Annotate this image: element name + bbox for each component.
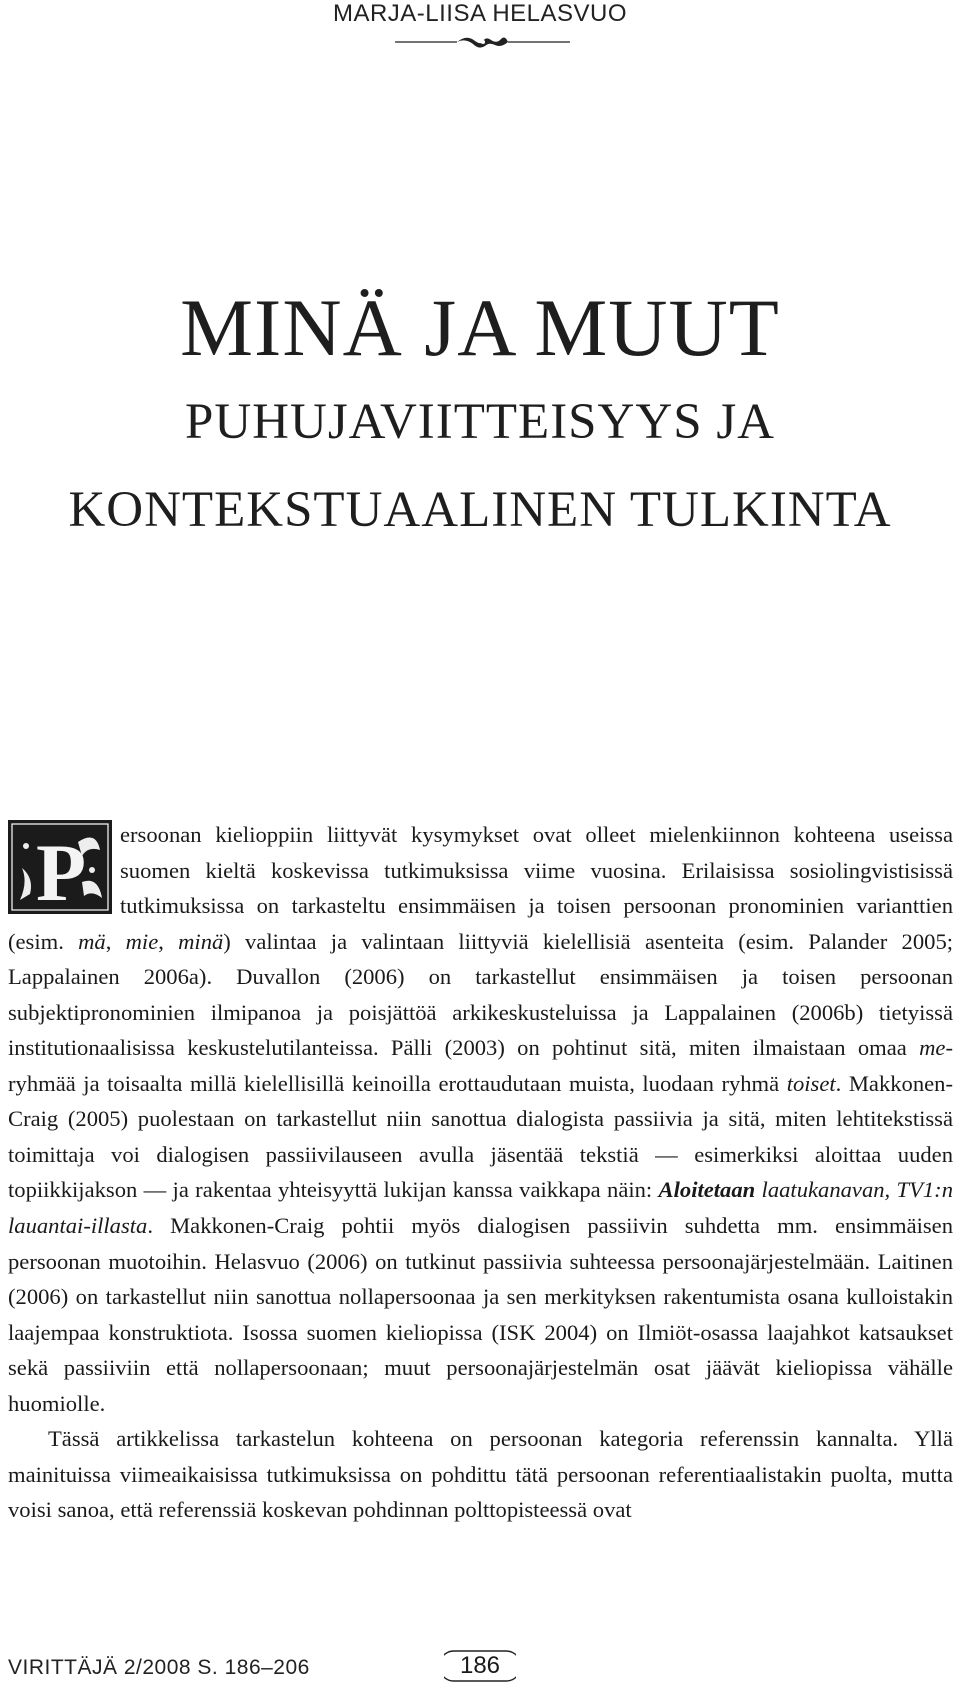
article-body	[8, 817, 953, 1528]
article-subtitle-line-2: KONTEKSTUAALINEN TULKINTA	[68, 482, 892, 538]
ornament-divider	[395, 32, 570, 52]
paragraph-2: Tässä artikkelissa tarkastelun kohteena on persoonan kategoria referenssin kannalta. Yllä mainituissa viimeaikaisissa tutkimuksissa on pohdittu tätä persoonan referentiaalistakin puolta, mutta voisi sanoa, että referenssiä koskevan pohdinnan polttopisteessä ovat	[8, 1426, 953, 1523]
article-subtitle-line-1: PUHUJAVIITTEISYYS JA	[184, 394, 775, 450]
running-header-author: MARJA-LIISA HELASVUO	[332, 0, 628, 27]
svg-text:P: P	[36, 827, 87, 914]
paragraph-1: ersoonan kielioppiin liittyvät kysymykset ovat olleet mielenkiinnon kohteena useissa suomen kieltä koskevissa tutkimuksissa viime vuosina. Erilaisissa sosiolingvistisissä tutkimuksissa on tarkasteltu ensimmäisen ja toisen persoonan pronominien varianttien (esim. mä, mie, minä) valintaa ja valintaan liittyviä kielellisiä asenteita (esim. Palander 2005; Lappalainen 2006a). Duvallon (2006) on tarkastellut ensimmäisen ja toisen persoonan subjektipronominien ilmipanoa ja poisjättöä arkikeskusteluissa ja Lappalainen (2006b) tietyissä institutionaalisissa keskustelutilanteissa. Pälli (2003) on pohtinut sitä, miten ilmaistaan omaa me-ryhmää ja toisaalta millä kielellisillä keinoilla erottaudutaan muista, luodaan ryhmä toiset. Makkonen-Craig (2005) puolestaan on tarkastellut niin sanottua dialogista passiivia ja sitä, miten lehtitekstissä toimittaja voi dialogisen passiivilauseen avulla jäsentää tekstiä — esimerkiksi aloittaa uuden topiikkijakson — ja rakentaa yhteisyyttä lukijan kanssa vaikkapa näin: Aloitetaan laatukanavan, TV1:n lauantai-illasta. Makkonen-Craig pohtii myös dialogisen passiivin suhdetta mm. ensimmäisen persoonan muotoihin. Helasvuo (2006) on tutkinut passiivia suhteessa persoonajärjestelmään. Laitinen (2006) on tarkastellut niin sanottua nollapersoonaa ja sen merkityksen rakentumista osana kulloistakin laajempaa konstruktiota. Isossa suomen kieliopissa (ISK 2004) on Ilmiöt-osassa laajahkot katsaukset sekä passiiviin että nollapersoonaan; muut persoonajärjestelmän osat jäävät kieliopissa vähälle huomiolle.	[8, 822, 954, 1416]
journal-citation: VIRITTÄJÄ 2/2008 S. 186–206	[8, 1656, 310, 1679]
page-number: 186	[459, 1652, 501, 1679]
article-title: MINÄ JA MUUT	[180, 282, 780, 373]
